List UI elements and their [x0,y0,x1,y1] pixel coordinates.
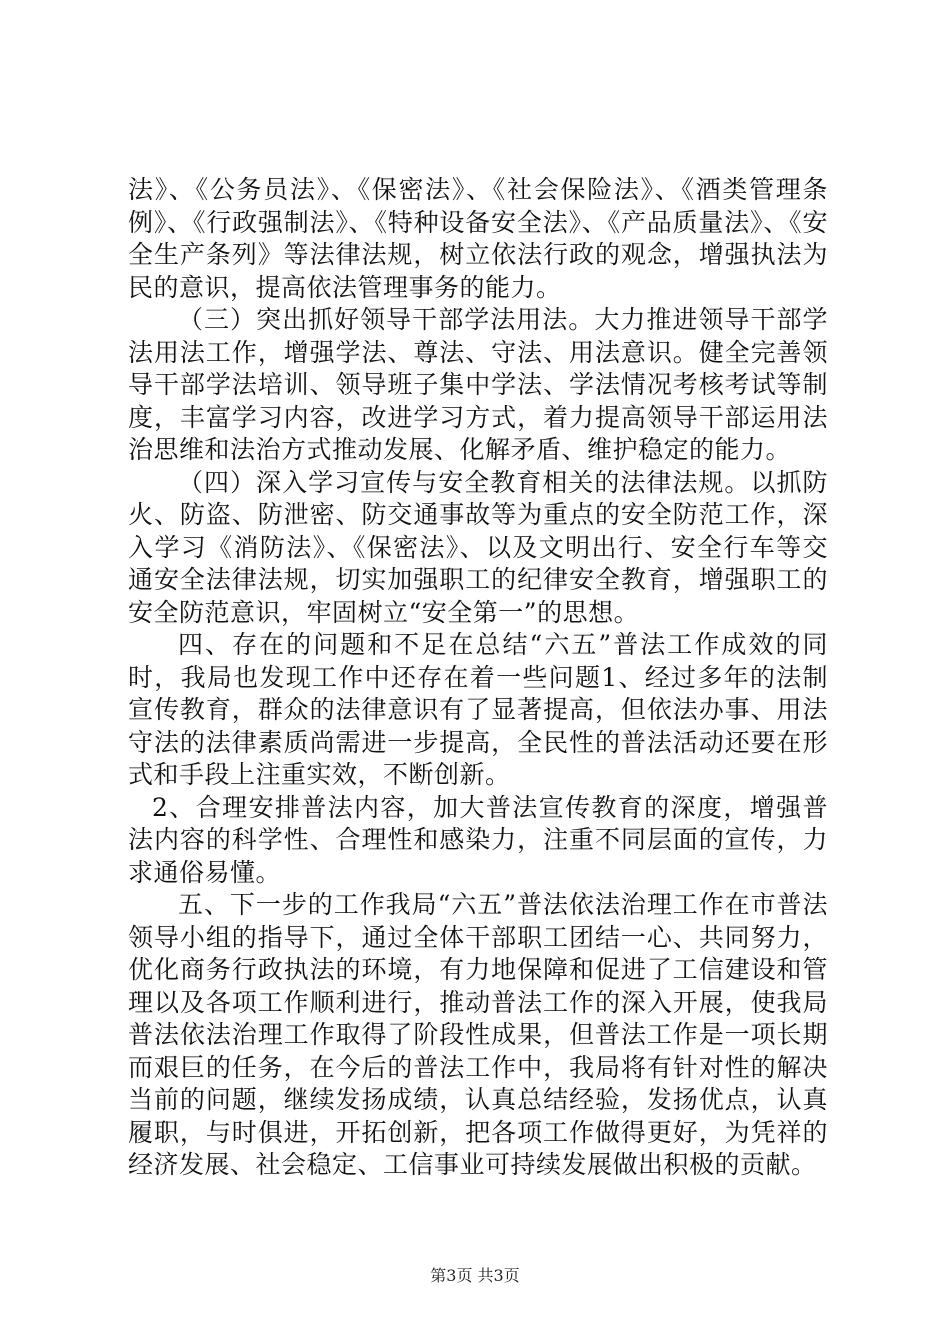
paragraph-law-list: 法》、《公务员法》、《保密法》、《社会保险法》、《酒类管理条例》、《行政强制法》、《特种设备安全法》、《产品质量法》、《安全生产条列》等法律法规，树立依法行政的观念，增强执法为民的意识，提高依法管理事务的能力。 [128,175,828,302]
paragraph-next-steps: 五、下一步的工作我局“六五”普法依法治理工作在市普法领导小组的指导下，通过全体干部职工团结一心、共同努力，优化商务行政执法的环境，有力地保障和促进了工信建设和管理以及各项工作顺利进行，推动普法工作的深入开展，使我局普法依法治理工作取得了阶段性成果，但普法工作是一项长期而艰巨的任务，在今后的普法工作中，我局将有针对性的解决当前的问题，继续发扬成绩，认真总结经验，发扬优点，认真履职，与时俱进，开拓创新，把各项工作做得更好，为凭祥的经济发展、社会稳定、工信事业可持续发展做出积极的贡献。 [128,890,828,1179]
page-number-footer: 第3页 共3页 [430,1266,520,1285]
document-body [128,174,828,1182]
paragraph-problems: 四、存在的问题和不足在总结“六五”普法工作成效的同时，我局也发现工作中还存在着一些问题1、经过多年的法制宣传教育，群众的法律意识有了显著提高，但依法办事、用法守法的法律素质尚需进一步提高，全民性的普法活动还要在形式和手段上注重实效，不断创新。 [128,630,828,789]
paragraph-item-two: 2、合理安排普法内容，加大普法宣传教育的深度，增强普法内容的科学性、合理性和感染力，注重不同层面的宣传，力求通俗易懂。 [128,792,828,887]
paragraph-section-four: （四）深入学习宣传与安全教育相关的法律法规。以抓防火、防盗、防泄密、防交通事故等为重点的安全防范工作，深入学习《消防法》、《保密法》、以及文明出行、安全行车等交通安全法律法规，切实加强职工的纪律安全教育，增强职工的安全防范意识，牢固树立“安全第一”的思想。 [128,467,828,627]
paragraph-section-three: （三）突出抓好领导干部学法用法。大力推进领导干部学法用法工作，增强学法、尊法、守法、用法意识。健全完善领导干部学法培训、领导班子集中学法、学法情况考核考试等制度，丰富学习内容，改进学习方式，着力提高领导干部运用法治思维和法治方式推动发展、化解矛盾、维护稳定的能力。 [128,305,828,464]
